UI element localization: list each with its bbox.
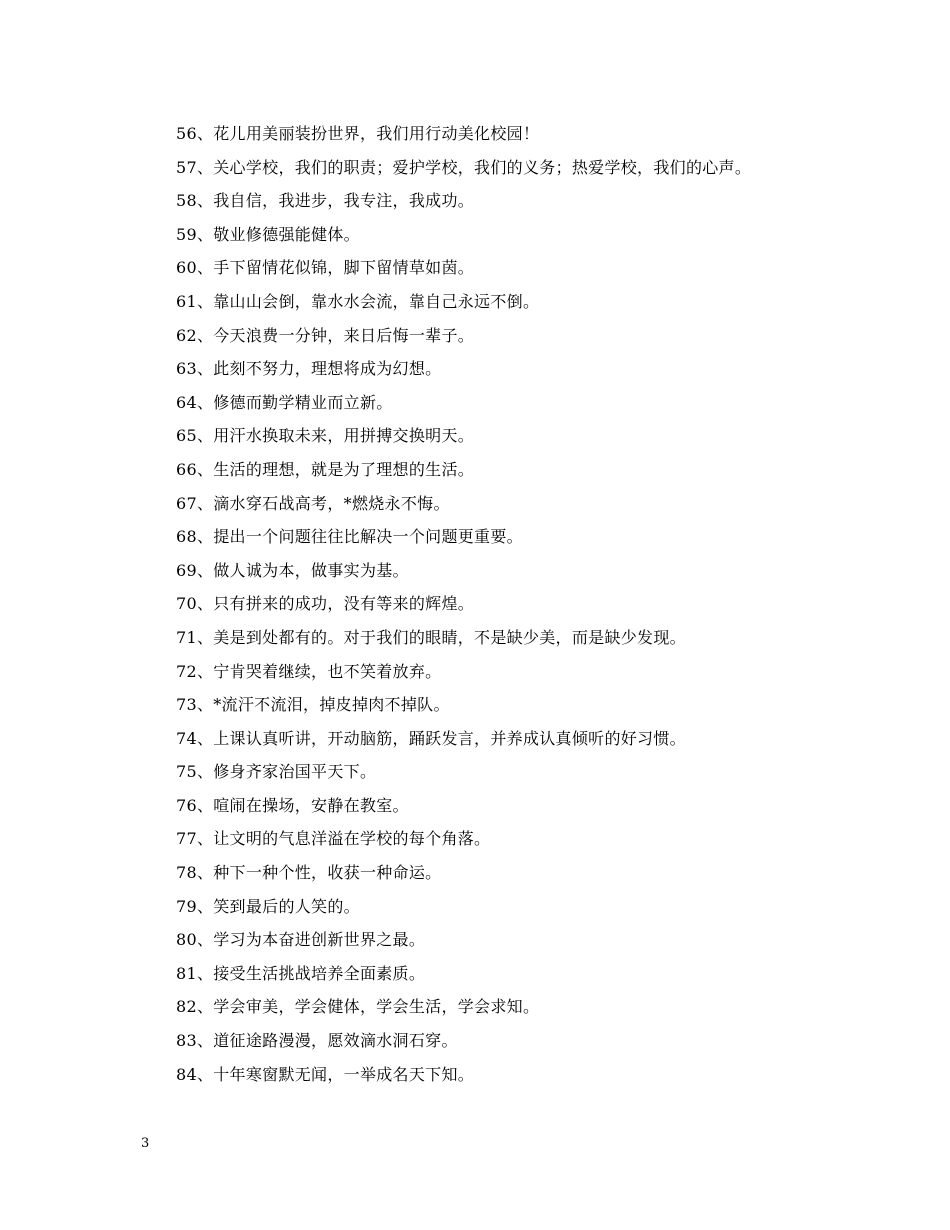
list-item: 79、笑到最后的人笑的。 [176,896,360,916]
list-item: 59、敬业修德强能健体。 [176,224,360,244]
list-item: 58、我自信，我进步，我专注，我成功。 [176,191,475,211]
list-item: 66、生活的理想，就是为了理想的生活。 [176,459,475,479]
list-item: 83、道征途路漫漫，愿效滴水洞石穿。 [176,1031,458,1051]
list-item: 63、此刻不努力，理想将成为幻想。 [176,359,442,379]
list-item: 76、喧闹在操场，安静在教室。 [176,795,409,815]
list-item: 75、修身齐家治国平天下。 [176,762,377,782]
list-item: 81、接受生活挑战培养全面素质。 [176,963,426,983]
page-number: 3 [141,1136,150,1151]
list-item: 56、花儿用美丽装扮世界，我们用行动美化校园！ [176,124,540,143]
list-item: 72、宁肯哭着继续，也不笑着放弃。 [176,661,442,681]
list-item: 73、*流汗不流泪，掉皮掉肉不掉队。 [176,695,450,715]
list-item: 57、关心学校，我们的职责；爱护学校，我们的义务；热爱学校，我们的心声。 [176,157,752,177]
list-item: 82、学会审美，学会健体，学会生活，学会求知。 [176,997,540,1017]
list-item: 78、种下一种个性，收获一种命运。 [176,863,442,883]
list-item: 64、修德而勤学精业而立新。 [176,392,393,412]
list-item: 74、上课认真听讲，开动脑筋，踊跃发言，并养成认真倾听的好习惯。 [176,728,686,748]
list-item: 67、滴水穿石战高考，*燃烧永不悔。 [176,493,450,513]
list-item: 77、让文明的气息洋溢在学校的每个角落。 [176,829,491,849]
list-item: 60、手下留情花似锦，脚下留情草如茵。 [176,258,475,278]
list-item: 68、提出一个问题往往比解决一个问题更重要。 [176,527,523,547]
list-item: 69、做人诚为本，做事实为基。 [176,560,409,580]
list-item: 70、只有拼来的成功，没有等来的辉煌。 [176,594,475,614]
list-item: 65、用汗水换取未来，用拼搏交换明天。 [176,426,475,446]
list-item: 84、十年寒窗默无闻，一举成名天下知。 [176,1064,475,1084]
list-item: 80、学习为本奋进创新世界之最。 [176,930,426,950]
list-item: 61、靠山山会倒，靠水水会流，靠自己永远不倒。 [176,291,540,311]
list-item: 71、美是到处都有的。对于我们的眼睛，不是缺少美，而是缺少发现。 [176,627,686,647]
list-item: 62、今天浪费一分钟，来日后悔一辈子。 [176,325,475,345]
slogan-list [176,117,896,1091]
